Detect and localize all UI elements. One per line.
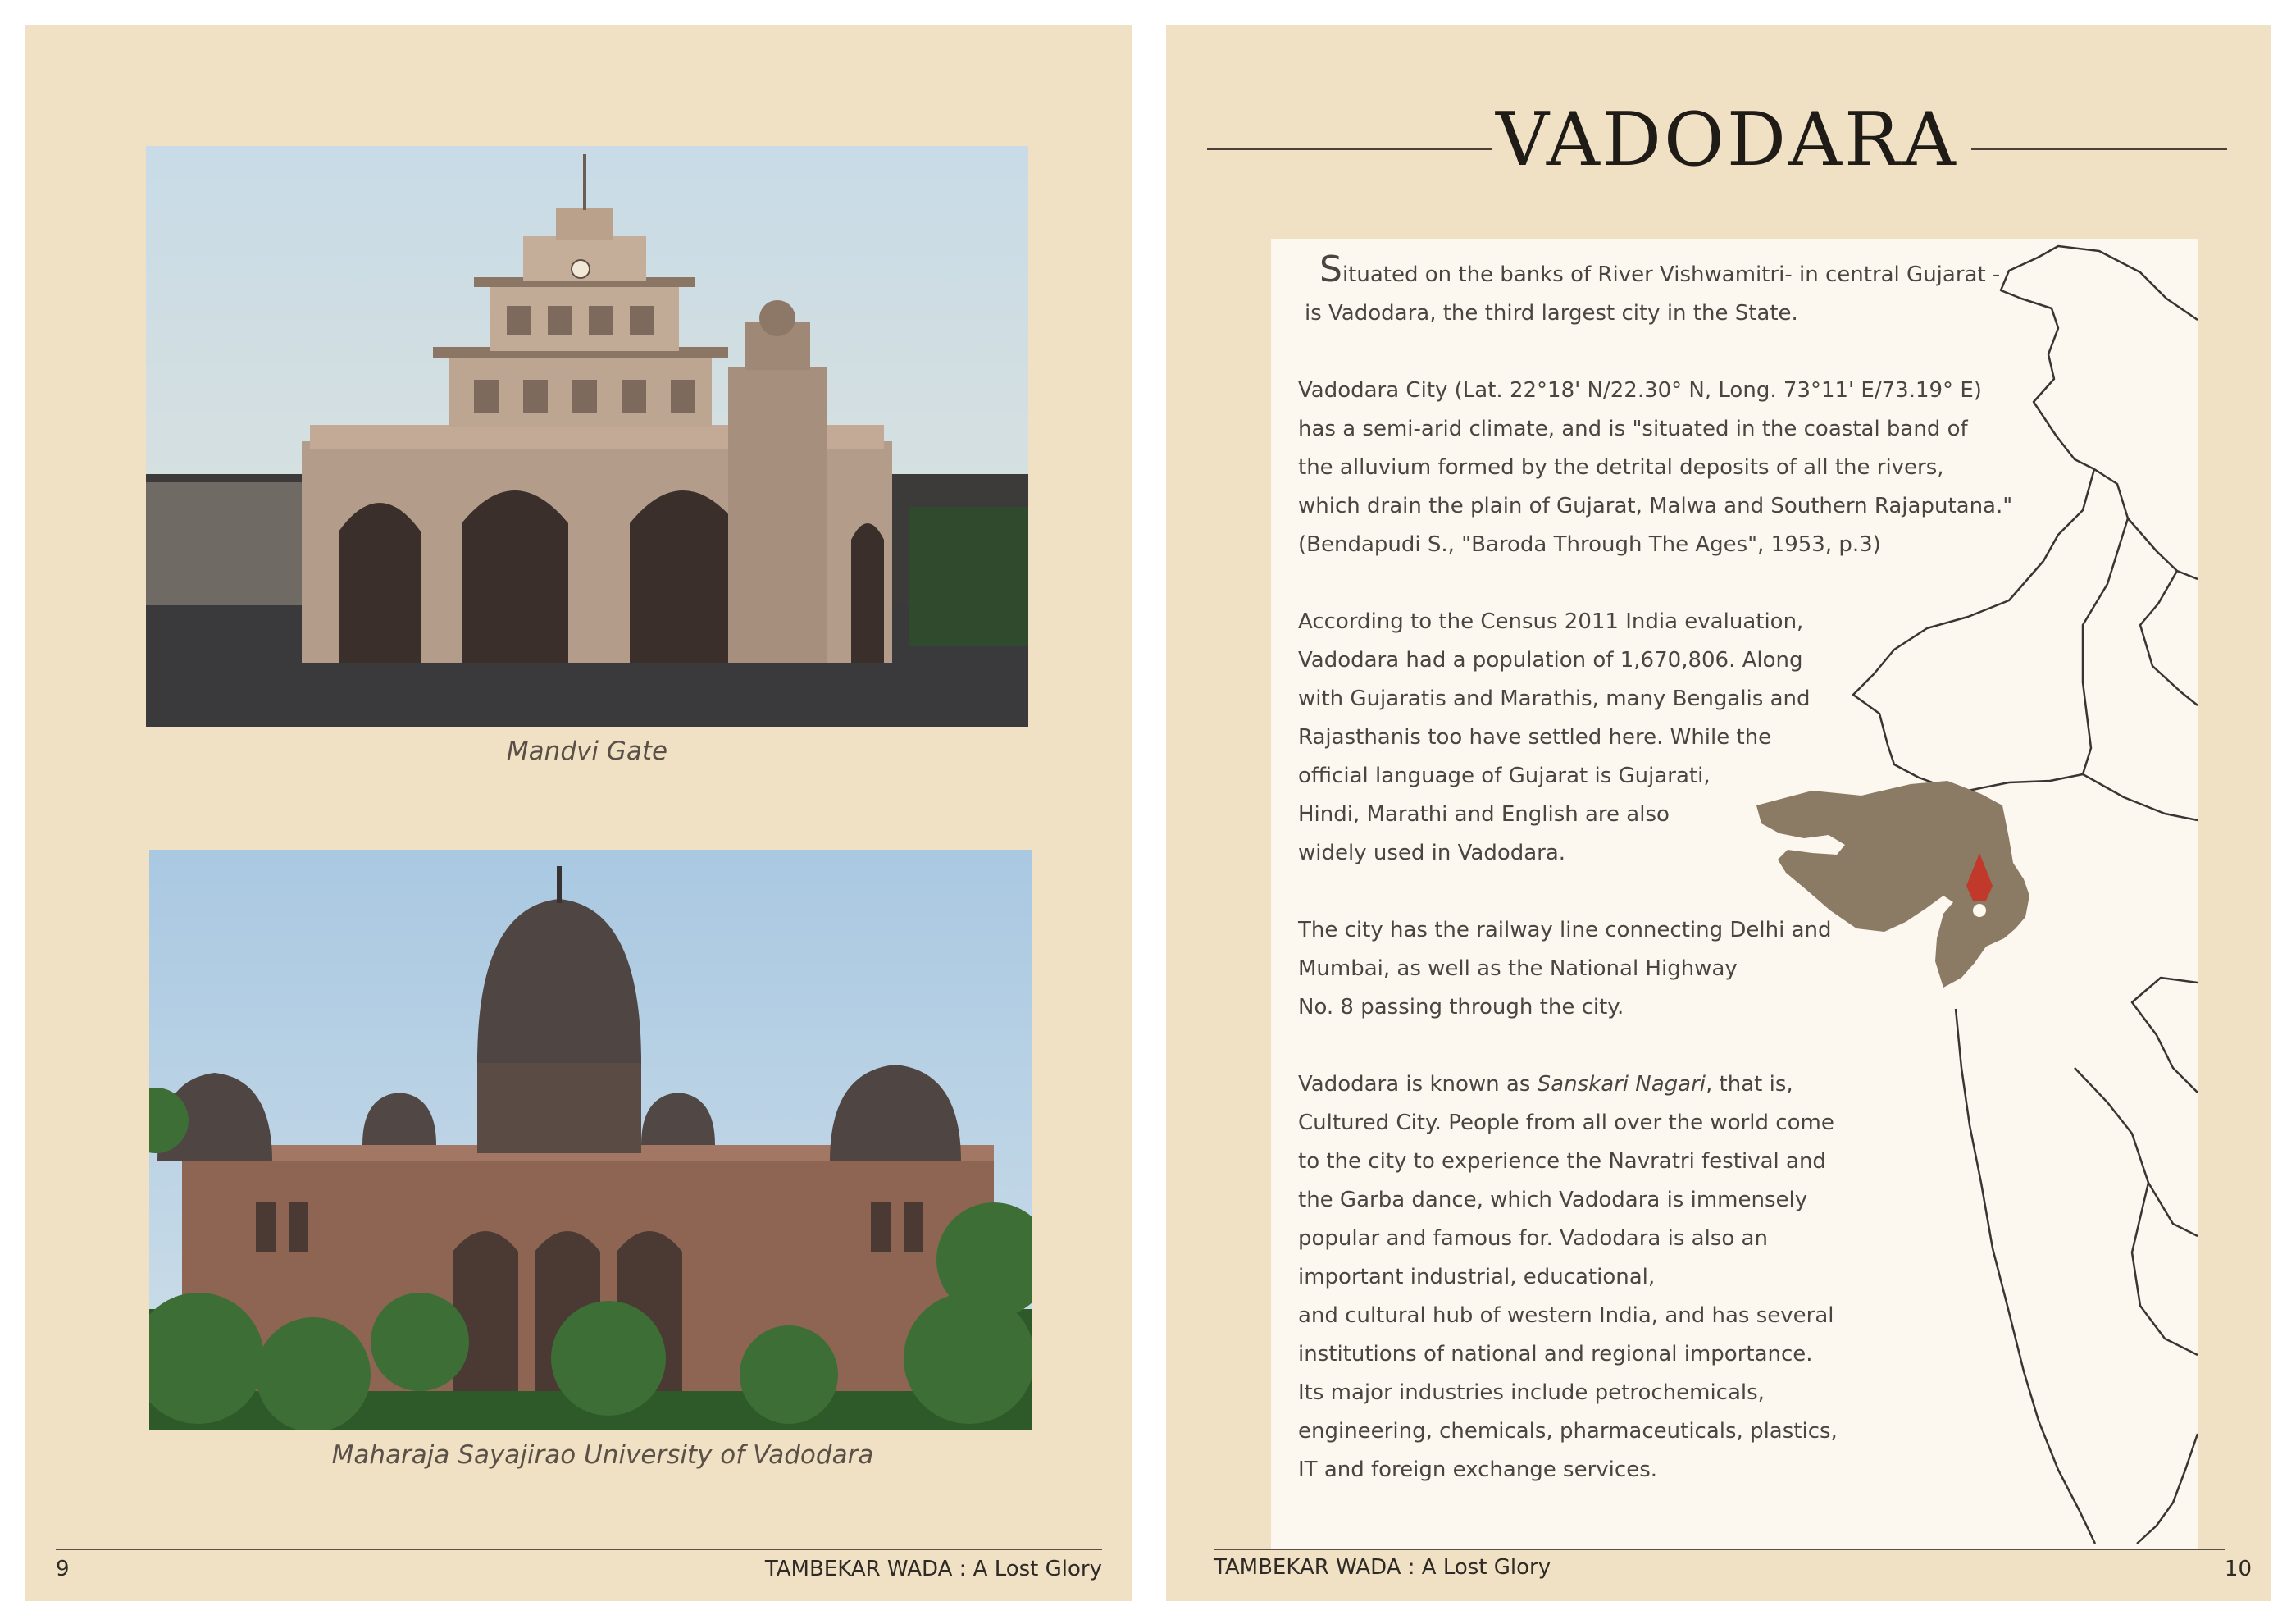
population-line: According to the Census 2011 India evaluation,: [1298, 609, 1804, 634]
sanskari-nagari-term: Sanskari Nagari: [1537, 1072, 1706, 1097]
west-coast: [1956, 1009, 2095, 1544]
population-paragraph: [1298, 603, 1872, 873]
culture-line: important industrial, educational,: [1298, 1265, 1656, 1289]
culture-line: Its major industries include petrochemicals,: [1298, 1380, 1765, 1405]
culture-line: Cultured City. People from all over the world come: [1298, 1111, 1834, 1135]
transport-line: The city has the railway line connecting Delhi and: [1298, 918, 1832, 942]
title-rule-left: [1207, 148, 1492, 150]
population-line: Rajasthanis too have settled here. While the: [1298, 725, 1772, 750]
population-line: with Gujaratis and Marathis, many Bengalis and: [1298, 687, 1811, 711]
culture-line: popular and famous for. Vadodara is also an: [1298, 1226, 1768, 1251]
page-number: 9: [56, 1557, 70, 1581]
footer-title: TAMBEKAR WADA : A Lost Glory: [1214, 1555, 1551, 1580]
climate-paragraph: [1298, 372, 2013, 564]
transport-paragraph: [1298, 911, 1872, 1027]
mandvi-gate-caption: Mandvi Gate: [506, 737, 668, 766]
climate-line: has a semi-arid climate, and is "situated in the coastal band of: [1298, 417, 1968, 441]
footer-title: TAMBEKAR WADA : A Lost Glory: [764, 1557, 1102, 1581]
culture-line: to the city to experience the Navratri festival and: [1298, 1149, 1826, 1174]
state-border-central: [2083, 518, 2128, 774]
title-rule-right: [1971, 148, 2227, 150]
right-page: [1166, 25, 2271, 1601]
left-page: [25, 25, 1132, 1601]
population-line: official language of Gujarat is Gujarati,: [1298, 764, 1711, 788]
culture-line: and cultural hub of western India, and has several: [1298, 1303, 1834, 1328]
transport-line: No. 8 passing through the city.: [1298, 995, 1624, 1020]
culture-line-1: [1298, 1065, 1872, 1104]
east-coast: [2137, 1434, 2198, 1544]
intro-line-1-text: ituated on the banks of River Vishwamitri- in central Gujarat -: [1342, 262, 2001, 287]
climate-line: Vadodara City (Lat. 22°18' N/22.30° N, Long. 73°11' E/73.19° E): [1298, 378, 1982, 403]
body-text: [1298, 249, 2013, 1528]
population-line: Vadodara had a population of 1,670,806. Along: [1298, 648, 1803, 673]
culture-line-1-pre: Vadodara is known as: [1298, 1072, 1538, 1097]
intro-paragraph: [1298, 249, 2001, 333]
culture-line: IT and foreign exchange services.: [1298, 1457, 1658, 1482]
culture-line-1-post: , that is,: [1706, 1072, 1793, 1097]
mandvi-gate-photo: [146, 146, 1028, 727]
state-border-ne: [2140, 571, 2198, 705]
text-panel: [1271, 239, 2198, 1550]
page-title: VADODARA: [1496, 97, 1958, 183]
drop-cap: S: [1319, 249, 1342, 290]
intro-line-2: is Vadodara, the third largest city in the State.: [1305, 301, 1798, 326]
culture-line: the Garba dance, which Vadodara is immensely: [1298, 1188, 1808, 1212]
page-number: 10: [2224, 1557, 2252, 1581]
climate-line: which drain the plain of Gujarat, Malwa and Southern Rajaputana.": [1298, 494, 2013, 518]
footer-divider: [1214, 1549, 2225, 1550]
culture-line: institutions of national and regional importance.: [1298, 1342, 1813, 1366]
population-line: widely used in Vadodara.: [1298, 841, 1566, 865]
india-north-border: [2001, 246, 2198, 579]
university-image: [149, 850, 1032, 1430]
university-caption: Maharaja Sayajirao University of Vadodara: [331, 1440, 874, 1470]
culture-paragraph: [1298, 1065, 1872, 1489]
climate-line: (Bendapudi S., "Baroda Through The Ages", 1953, p.3): [1298, 532, 1881, 557]
footer-divider: [56, 1549, 1102, 1550]
population-line: Hindi, Marathi and English are also: [1298, 802, 1670, 827]
mandvi-gate-image: [146, 146, 1028, 727]
transport-line: Mumbai, as well as the National Highway: [1298, 956, 1738, 981]
intro-line-1: [1298, 249, 2001, 294]
culture-line: engineering, chemicals, pharmaceuticals, plastics,: [1298, 1419, 1838, 1444]
state-border-mp: [2083, 774, 2198, 820]
state-border-east: [2132, 978, 2198, 1093]
state-border-mh: [2075, 1068, 2198, 1236]
university-photo: [149, 850, 1032, 1430]
climate-line: the alluvium formed by the detrital deposits of all the rivers,: [1298, 455, 1944, 480]
